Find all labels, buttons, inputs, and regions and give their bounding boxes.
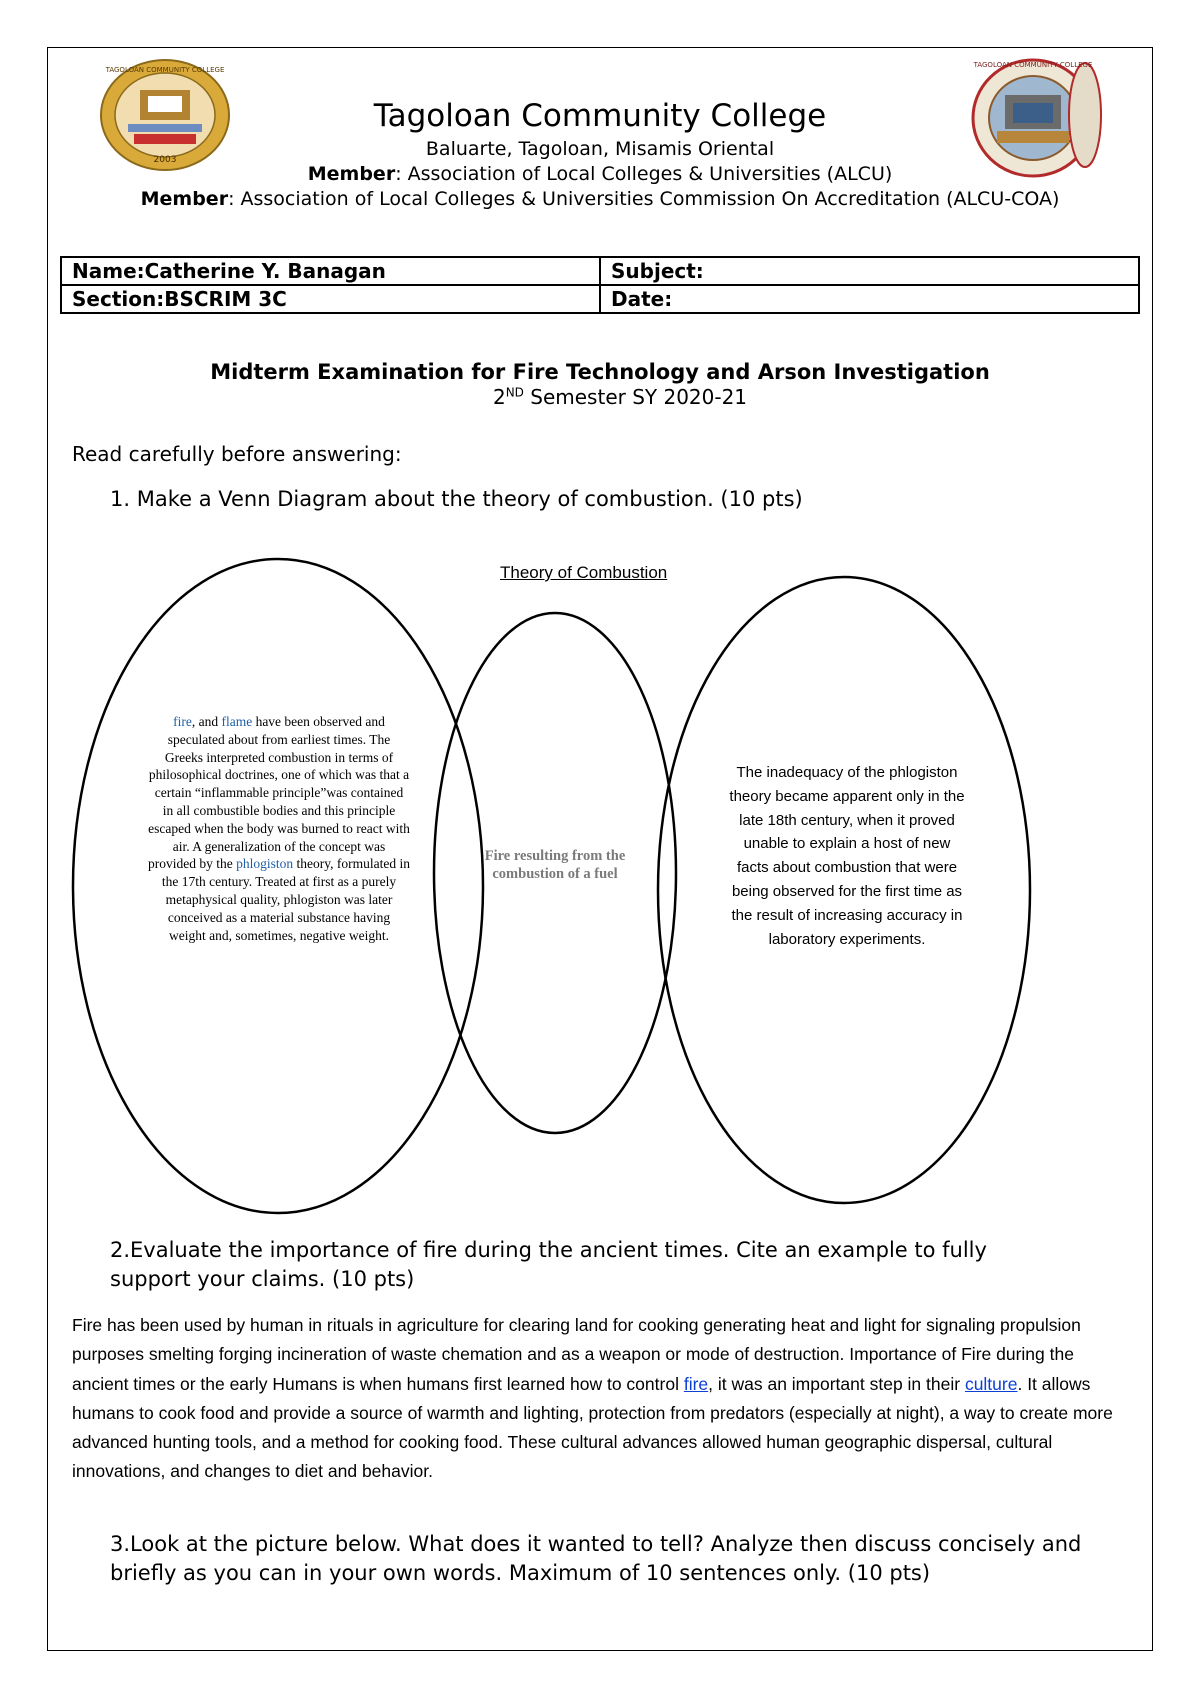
name-value: Catherine Y. Banagan [144,259,386,283]
exam-title: Midterm Examination for Fire Technology and Arson Investigation [210,360,990,384]
logo-right-arc-text: TAGOLOAN COMMUNITY COLLEGE [973,61,1093,69]
logo-year-text: 2003 [153,155,177,165]
member-text: : Association of Local Colleges & Universities (ALCU) [395,163,893,185]
instructions: Read carefully before answering: [72,442,402,466]
college-name: Tagoloan Community College [373,98,827,134]
venn-right-text: The inadequacy of the phlogiston theory became apparent only in the late 18th century, when it proved unable to explain a host of new facts about combustion that were being observed for the first time as the result of increasing accuracy in laboratory experiments. [729,764,965,948]
member-text: : Association of Local Colleges & Universities Commission On Accreditation (ALCU-COA) [228,188,1060,210]
link-flame[interactable]: flame [221,714,253,729]
link-fire-answer[interactable]: fire [683,1373,709,1394]
answer-2 [72,1311,1134,1487]
venn-left-mid: , and [191,714,222,729]
member-label: Member [140,188,229,210]
member-label: Member [307,163,396,185]
semester-number: 2 [492,385,506,409]
answer-2-part-2: , it was an important step in their [708,1373,965,1394]
question-1: 1. Make a Venn Diagram about the theory of combustion. (10 pts) [110,487,803,511]
semester-suffix: ND [505,385,524,400]
venn-title: Theory of Combustion [500,563,668,582]
logo-arc-text: TAGOLOAN COMMUNITY COLLEGE [105,66,225,74]
venn-left-text-1: have been observed and speculated about from earliest times. The Greeks interpreted combustion in terms of philosophical doctrines, one of which was that a certain “inflammable principle”was contained in all combustible bodies and this principle escaped when the body was burned to react with air. A generalization of the concept was provided by the [148,714,410,872]
answer-2-part-1: Fire has been used by human in rituals in agriculture for clearing land for cooking generating heat and light for signaling propulsion purposes smelting forging incineration of waste chemation and as a weapon or mode of destruction. Importance of Fire during the ancient times or the early Humans is when humans first learned how to control [72,1315,1081,1394]
link-phlogiston[interactable]: phlogiston [236,856,294,872]
section-label: Section: [72,287,165,311]
venn-center-text: Fire resulting from the combustion of a fuel [484,848,626,882]
link-fire[interactable]: fire [173,714,192,729]
link-culture[interactable]: culture [964,1373,1018,1394]
section-value: BSCRIM 3C [164,287,287,311]
name-label: Name: [72,259,145,283]
college-address: Baluarte, Tagoloan, Misamis Oriental [425,138,775,160]
question-2: 2.Evaluate the importance of fire during the ancient times. Cite an example to fully support your claims. (10 pts) [110,1238,987,1291]
venn-left-text-2: theory, formulated in the 17th century. Treated at first as a purely metaphysical quality, phlogiston was later conceived as a material substance having weight and, sometimes, negative weight. [161,856,410,943]
date-label: Date: [611,287,673,311]
question-3: 3.Look at the picture below. What does it wanted to tell? Analyze then discuss concisely and briefly as you can in your own words. Maximum of 10 sentences only. (10 pts) [110,1532,1082,1585]
subject-label: Subject: [611,259,704,283]
semester-text: Semester SY 2020-21 [523,385,748,409]
answer-2-part-3: . It allows humans to cook food and provide a source of warmth and lighting, protection from predators (especially at night), a way to create more advanced hunting tools, and a method for cooking food. These cultural advances allowed human geographic dispersal, cultural innovations, and changes to diet and behavior. [72,1373,1113,1482]
venn-left-text [148,713,410,944]
